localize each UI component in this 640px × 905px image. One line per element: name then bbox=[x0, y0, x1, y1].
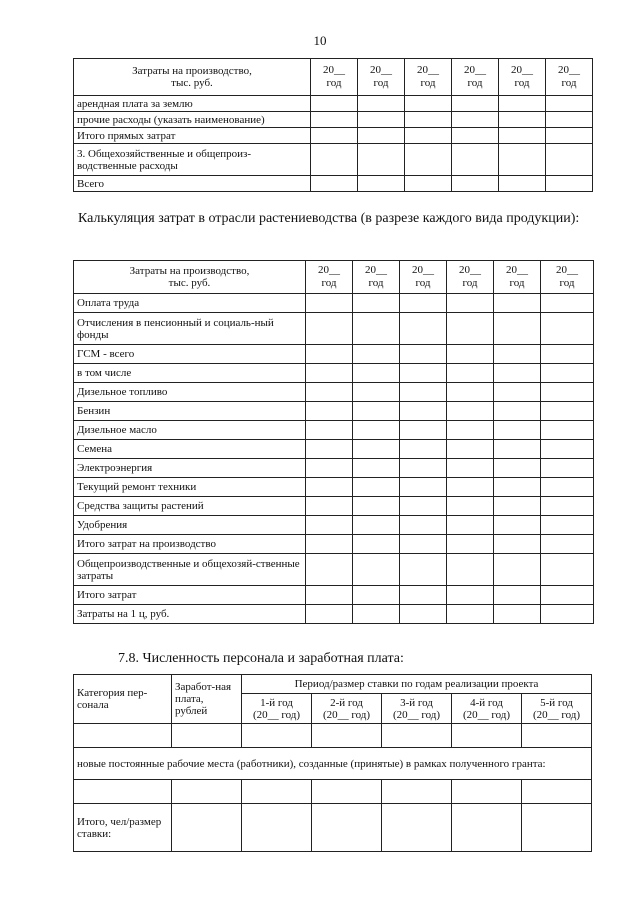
row-label: Всего bbox=[74, 176, 311, 192]
table-row bbox=[74, 478, 594, 497]
value-cell[interactable] bbox=[353, 535, 400, 554]
value-cell[interactable] bbox=[400, 421, 447, 440]
value-cell[interactable] bbox=[400, 459, 447, 478]
row-label: Отчисления в пенсионный и социаль-ный фонды bbox=[74, 313, 306, 345]
year-header: 4-й год (20__ год) bbox=[452, 694, 522, 724]
new-jobs-row-label: новые постоянные рабочие места (работники), созданные (принятые) в рамках полученного гранта: bbox=[74, 748, 592, 780]
value-cell[interactable] bbox=[306, 345, 353, 364]
value-cell[interactable] bbox=[400, 535, 447, 554]
value-cell[interactable] bbox=[541, 554, 594, 586]
value-cell[interactable] bbox=[405, 96, 452, 112]
value-cell[interactable] bbox=[447, 497, 494, 516]
value-cell[interactable] bbox=[353, 497, 400, 516]
value-cell[interactable] bbox=[452, 780, 522, 804]
value-cell[interactable] bbox=[353, 554, 400, 586]
value-cell[interactable] bbox=[546, 96, 593, 112]
crop-costs-title: Калькуляция затрат в отрасли растениеводства (в разрезе каждого вида продукции): bbox=[78, 211, 580, 226]
row-label: Оплата труда bbox=[74, 294, 306, 313]
row-label: Электроэнергия bbox=[74, 459, 306, 478]
value-cell[interactable] bbox=[494, 586, 541, 605]
value-cell[interactable] bbox=[546, 112, 593, 128]
row-label: арендная плата за землю bbox=[74, 96, 311, 112]
year-header: 20__ год bbox=[358, 59, 405, 96]
value-cell[interactable] bbox=[522, 780, 592, 804]
row-label: в том числе bbox=[74, 364, 306, 383]
value-cell[interactable] bbox=[311, 176, 358, 192]
value-cell[interactable] bbox=[546, 144, 593, 176]
value-cell[interactable] bbox=[306, 535, 353, 554]
value-cell[interactable] bbox=[306, 497, 353, 516]
value-cell[interactable] bbox=[452, 112, 499, 128]
year-header: 20__ год bbox=[353, 261, 400, 294]
value-cell[interactable] bbox=[311, 96, 358, 112]
year-header: 20__ год bbox=[447, 261, 494, 294]
value-cell[interactable] bbox=[172, 780, 242, 804]
value-cell[interactable] bbox=[400, 497, 447, 516]
value-cell[interactable] bbox=[353, 402, 400, 421]
value-cell[interactable] bbox=[400, 586, 447, 605]
row-label: 3. Общехозяйственные и общепроиз-водственные расходы bbox=[74, 144, 311, 176]
value-cell[interactable] bbox=[74, 724, 172, 748]
value-cell[interactable] bbox=[541, 516, 594, 535]
value-cell[interactable] bbox=[494, 535, 541, 554]
value-cell[interactable] bbox=[546, 176, 593, 192]
value-cell[interactable] bbox=[447, 345, 494, 364]
value-cell[interactable] bbox=[400, 605, 447, 624]
value-cell[interactable] bbox=[541, 294, 594, 313]
value-cell[interactable] bbox=[400, 440, 447, 459]
value-cell[interactable] bbox=[541, 478, 594, 497]
value-cell[interactable] bbox=[400, 402, 447, 421]
value-cell[interactable] bbox=[400, 554, 447, 586]
table-row bbox=[74, 459, 594, 478]
value-cell[interactable] bbox=[358, 128, 405, 144]
value-cell[interactable] bbox=[353, 313, 400, 345]
value-cell[interactable] bbox=[452, 176, 499, 192]
value-cell[interactable] bbox=[312, 724, 382, 748]
year-header: 5-й год (20__ год) bbox=[522, 694, 592, 724]
value-cell[interactable] bbox=[353, 294, 400, 313]
crop-costs-table bbox=[73, 260, 594, 624]
value-cell[interactable] bbox=[382, 780, 452, 804]
value-cell[interactable] bbox=[499, 128, 546, 144]
year-header: 20__ год bbox=[494, 261, 541, 294]
table-row bbox=[74, 605, 594, 624]
table-row bbox=[74, 586, 594, 605]
value-cell[interactable] bbox=[306, 294, 353, 313]
value-cell[interactable] bbox=[306, 440, 353, 459]
year-header: 3-й год (20__ год) bbox=[382, 694, 452, 724]
value-cell[interactable] bbox=[242, 724, 312, 748]
value-cell[interactable] bbox=[74, 780, 172, 804]
value-cell[interactable] bbox=[353, 478, 400, 497]
row-label: Итого затрат на производство bbox=[74, 535, 306, 554]
table-row bbox=[74, 294, 594, 313]
value-cell[interactable] bbox=[447, 535, 494, 554]
value-cell[interactable] bbox=[400, 345, 447, 364]
value-cell[interactable] bbox=[447, 440, 494, 459]
staff-salary-title: 7.8. Численность персонала и заработная плата: bbox=[118, 651, 404, 666]
table-row bbox=[74, 383, 594, 402]
value-cell[interactable] bbox=[353, 345, 400, 364]
value-cell[interactable] bbox=[358, 176, 405, 192]
value-cell[interactable] bbox=[382, 804, 452, 852]
value-cell[interactable] bbox=[499, 176, 546, 192]
value-cell[interactable] bbox=[400, 294, 447, 313]
value-cell[interactable] bbox=[382, 724, 452, 748]
value-cell[interactable] bbox=[358, 96, 405, 112]
year-header: 20__ год bbox=[499, 59, 546, 96]
value-cell[interactable] bbox=[447, 402, 494, 421]
row-label: Бензин bbox=[74, 402, 306, 421]
value-cell[interactable] bbox=[494, 421, 541, 440]
table-row bbox=[74, 497, 594, 516]
table-row bbox=[74, 440, 594, 459]
value-cell[interactable] bbox=[405, 176, 452, 192]
value-cell[interactable] bbox=[311, 128, 358, 144]
value-cell[interactable] bbox=[499, 144, 546, 176]
value-cell[interactable] bbox=[541, 364, 594, 383]
value-cell[interactable] bbox=[452, 724, 522, 748]
table-row bbox=[74, 402, 594, 421]
table-row bbox=[74, 554, 594, 586]
production-costs-table bbox=[73, 58, 593, 192]
value-cell[interactable] bbox=[522, 804, 592, 852]
value-cell[interactable] bbox=[494, 364, 541, 383]
value-cell[interactable] bbox=[405, 128, 452, 144]
value-cell[interactable] bbox=[447, 459, 494, 478]
value-cell[interactable] bbox=[306, 313, 353, 345]
value-cell[interactable] bbox=[499, 96, 546, 112]
value-cell[interactable] bbox=[447, 383, 494, 402]
value-cell[interactable] bbox=[541, 313, 594, 345]
value-cell[interactable] bbox=[306, 586, 353, 605]
table-row bbox=[74, 535, 594, 554]
value-cell[interactable] bbox=[494, 554, 541, 586]
row-label: Дизельное топливо bbox=[74, 383, 306, 402]
value-cell[interactable] bbox=[447, 421, 494, 440]
value-cell[interactable] bbox=[242, 804, 312, 852]
category-header: Категория пер-сонала bbox=[74, 675, 172, 724]
value-cell[interactable] bbox=[522, 724, 592, 748]
table-row bbox=[74, 345, 594, 364]
row-label: Затраты на 1 ц, руб. bbox=[74, 605, 306, 624]
table-row bbox=[74, 112, 593, 128]
staff-salary-table bbox=[73, 674, 592, 852]
value-cell[interactable] bbox=[541, 459, 594, 478]
value-cell[interactable] bbox=[452, 96, 499, 112]
value-cell[interactable] bbox=[400, 313, 447, 345]
page-number: 10 bbox=[313, 33, 327, 48]
year-header: 20__ год bbox=[405, 59, 452, 96]
total-row-label: Итого, чел/размер ставки: bbox=[74, 804, 172, 852]
value-cell[interactable] bbox=[306, 516, 353, 535]
value-cell[interactable] bbox=[494, 605, 541, 624]
value-cell[interactable] bbox=[494, 402, 541, 421]
row-label: прочие расходы (указать наименование) bbox=[74, 112, 311, 128]
value-cell[interactable] bbox=[541, 383, 594, 402]
value-cell[interactable] bbox=[541, 421, 594, 440]
value-cell[interactable] bbox=[494, 478, 541, 497]
year-header: 20__ год bbox=[400, 261, 447, 294]
table-row bbox=[74, 364, 594, 383]
value-cell[interactable] bbox=[447, 294, 494, 313]
year-header: 20__ год bbox=[306, 261, 353, 294]
row-label: Текущий ремонт техники bbox=[74, 478, 306, 497]
value-cell[interactable] bbox=[353, 364, 400, 383]
row-label: Средства защиты растений bbox=[74, 497, 306, 516]
value-cell[interactable] bbox=[541, 497, 594, 516]
value-cell[interactable] bbox=[353, 440, 400, 459]
value-cell[interactable] bbox=[541, 345, 594, 364]
table-row bbox=[74, 516, 594, 535]
value-cell[interactable] bbox=[541, 440, 594, 459]
value-cell[interactable] bbox=[494, 383, 541, 402]
value-cell[interactable] bbox=[494, 459, 541, 478]
value-cell[interactable] bbox=[400, 364, 447, 383]
value-cell[interactable] bbox=[447, 586, 494, 605]
value-cell[interactable] bbox=[499, 112, 546, 128]
value-cell[interactable] bbox=[447, 478, 494, 497]
table-row bbox=[74, 724, 592, 748]
value-cell[interactable] bbox=[312, 780, 382, 804]
value-cell[interactable] bbox=[353, 605, 400, 624]
row-label: Дизельное масло bbox=[74, 421, 306, 440]
row-label: Общепроизводственные и общехозяй-ственные затраты bbox=[74, 554, 306, 586]
value-cell[interactable] bbox=[353, 421, 400, 440]
table-row bbox=[74, 128, 593, 144]
value-cell[interactable] bbox=[306, 402, 353, 421]
year-header: 20__ год bbox=[546, 59, 593, 96]
value-cell[interactable] bbox=[405, 144, 452, 176]
value-cell[interactable] bbox=[306, 459, 353, 478]
value-cell[interactable] bbox=[306, 554, 353, 586]
year-header: 20__ год bbox=[311, 59, 358, 96]
value-cell[interactable] bbox=[306, 364, 353, 383]
value-cell[interactable] bbox=[494, 497, 541, 516]
year-header: 20__ год bbox=[541, 261, 594, 294]
value-cell[interactable] bbox=[452, 144, 499, 176]
value-cell[interactable] bbox=[400, 383, 447, 402]
value-cell[interactable] bbox=[447, 313, 494, 345]
table-row bbox=[74, 176, 593, 192]
table-row bbox=[74, 748, 592, 780]
value-cell[interactable] bbox=[494, 294, 541, 313]
value-cell[interactable] bbox=[541, 402, 594, 421]
table-row bbox=[74, 421, 594, 440]
year-header: 20__ год bbox=[452, 59, 499, 96]
costs-header: Затраты на производство, тыс. руб. bbox=[74, 261, 306, 294]
value-cell[interactable] bbox=[312, 804, 382, 852]
value-cell[interactable] bbox=[541, 586, 594, 605]
table-row bbox=[74, 804, 592, 852]
value-cell[interactable] bbox=[400, 516, 447, 535]
value-cell[interactable] bbox=[494, 345, 541, 364]
value-cell[interactable] bbox=[541, 535, 594, 554]
value-cell[interactable] bbox=[353, 586, 400, 605]
table-row bbox=[74, 144, 593, 176]
value-cell[interactable] bbox=[172, 724, 242, 748]
table-row bbox=[74, 96, 593, 112]
year-header: 1-й год (20__ год) bbox=[242, 694, 312, 724]
value-cell[interactable] bbox=[447, 605, 494, 624]
value-cell[interactable] bbox=[306, 421, 353, 440]
value-cell[interactable] bbox=[353, 516, 400, 535]
costs-header: Затраты на производство, тыс. руб. bbox=[74, 59, 311, 96]
value-cell[interactable] bbox=[541, 605, 594, 624]
value-cell[interactable] bbox=[358, 144, 405, 176]
value-cell[interactable] bbox=[311, 112, 358, 128]
value-cell[interactable] bbox=[306, 478, 353, 497]
value-cell[interactable] bbox=[172, 804, 242, 852]
value-cell[interactable] bbox=[447, 554, 494, 586]
period-header: Период/размер ставки по годам реализации проекта bbox=[242, 675, 592, 694]
table-row bbox=[74, 780, 592, 804]
value-cell[interactable] bbox=[494, 516, 541, 535]
value-cell[interactable] bbox=[405, 112, 452, 128]
value-cell[interactable] bbox=[242, 780, 312, 804]
row-label: Итого затрат bbox=[74, 586, 306, 605]
value-cell[interactable] bbox=[358, 112, 405, 128]
value-cell[interactable] bbox=[546, 128, 593, 144]
value-cell[interactable] bbox=[306, 605, 353, 624]
row-label: Удобрения bbox=[74, 516, 306, 535]
table-row bbox=[74, 313, 594, 345]
value-cell[interactable] bbox=[353, 459, 400, 478]
value-cell[interactable] bbox=[353, 383, 400, 402]
row-label: ГСМ - всего bbox=[74, 345, 306, 364]
value-cell[interactable] bbox=[494, 440, 541, 459]
row-label: Семена bbox=[74, 440, 306, 459]
value-cell[interactable] bbox=[447, 516, 494, 535]
value-cell[interactable] bbox=[400, 478, 447, 497]
value-cell[interactable] bbox=[311, 144, 358, 176]
value-cell[interactable] bbox=[494, 313, 541, 345]
salary-header: Заработ-ная плата, рублей bbox=[172, 675, 242, 724]
value-cell[interactable] bbox=[452, 128, 499, 144]
row-label: Итого прямых затрат bbox=[74, 128, 311, 144]
value-cell[interactable] bbox=[452, 804, 522, 852]
value-cell[interactable] bbox=[447, 364, 494, 383]
value-cell[interactable] bbox=[306, 383, 353, 402]
year-header: 2-й год (20__ год) bbox=[312, 694, 382, 724]
